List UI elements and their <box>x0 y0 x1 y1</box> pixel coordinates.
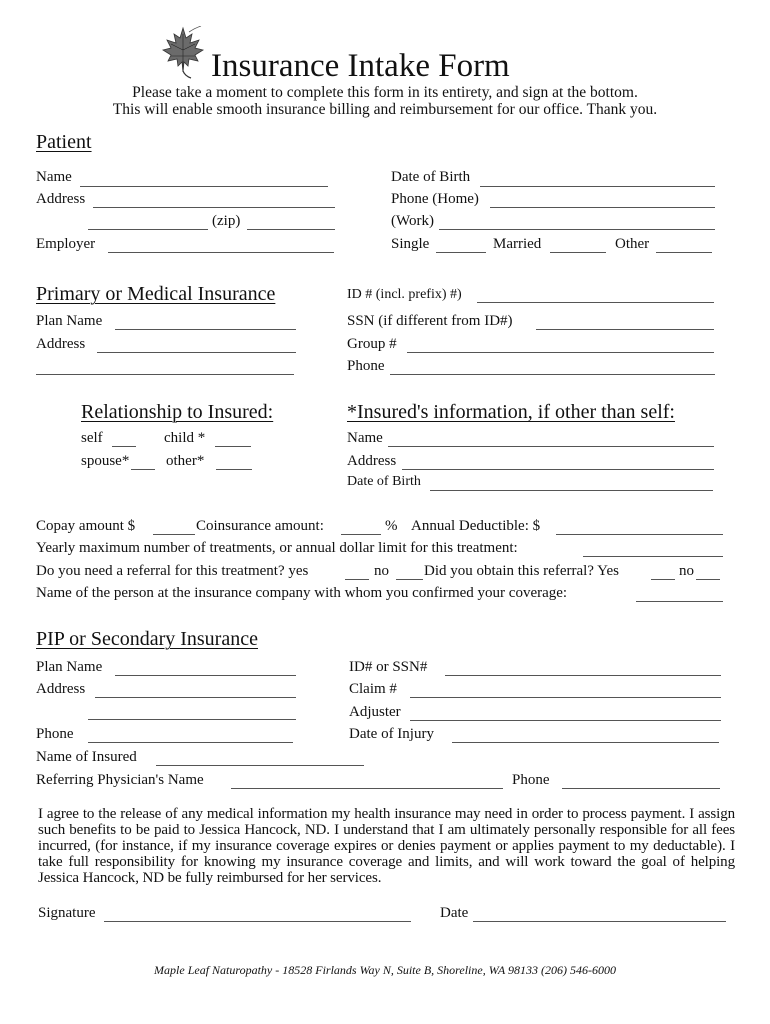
patient-employer-field[interactable] <box>108 252 334 253</box>
pip-plan-name-label: Plan Name <box>36 659 103 675</box>
signature-field[interactable] <box>104 921 411 922</box>
referring-physician-field[interactable] <box>231 788 503 789</box>
insured-address-label: Address <box>347 453 397 469</box>
patient-dob-field[interactable] <box>480 186 715 187</box>
pip-id-ssn-label: ID# or SSN# <box>349 659 428 675</box>
pip-name-insured-label: Name of Insured <box>36 749 137 765</box>
patient-other-field[interactable] <box>656 252 712 253</box>
primary-group-field[interactable] <box>407 352 714 353</box>
pip-phone-label: Phone <box>36 726 74 742</box>
deductible-label: Annual Deductible: $ <box>411 518 541 534</box>
patient-work-field[interactable] <box>439 229 715 230</box>
pip-phone-field[interactable] <box>88 742 293 743</box>
primary-plan-name-label: Plan Name <box>36 313 103 329</box>
primary-group-label: Group # <box>347 336 397 352</box>
primary-address-field[interactable] <box>97 352 296 353</box>
obtained-yes-field[interactable] <box>651 579 675 580</box>
patient-address-line2-field[interactable] <box>88 229 208 230</box>
primary-ssn-label: SSN (if different from ID#) <box>347 313 513 329</box>
patient-address-label: Address <box>36 191 86 207</box>
relationship-self-field[interactable] <box>112 446 136 447</box>
relationship-other-label: other* <box>166 453 205 469</box>
relationship-spouse-field[interactable] <box>131 469 155 470</box>
signature-date-label: Date <box>440 905 469 921</box>
insured-name-field[interactable] <box>388 446 714 447</box>
copay-field[interactable] <box>153 534 195 535</box>
coinsurance-percent: % <box>385 518 398 534</box>
obtained-no-field[interactable] <box>696 579 720 580</box>
pip-id-ssn-field[interactable] <box>445 675 721 676</box>
patient-single-label: Single <box>391 236 430 252</box>
relationship-spouse-label: spouse* <box>81 453 130 469</box>
patient-phone-home-field[interactable] <box>490 207 715 208</box>
pip-claim-label: Claim # <box>349 681 397 697</box>
insured-name-label: Name <box>347 430 383 446</box>
patient-zip-field[interactable] <box>247 229 335 230</box>
referral-question-label: Do you need a referral for this treatment? yes <box>36 563 309 579</box>
patient-dob-label: Date of Birth <box>391 169 471 185</box>
patient-name-field[interactable] <box>80 186 328 187</box>
pip-adjuster-label: Adjuster <box>349 704 401 720</box>
pip-date-injury-field[interactable] <box>452 742 719 743</box>
referral-no-field[interactable] <box>396 579 423 580</box>
maple-leaf-logo-icon <box>161 26 205 80</box>
referring-physician-label: Referring Physician's Name <box>36 772 204 788</box>
primary-insurance-heading: Primary or Medical Insurance <box>36 283 276 305</box>
pip-address-line2-field[interactable] <box>88 719 296 720</box>
primary-address-label: Address <box>36 336 86 352</box>
referring-phone-label: Phone <box>512 772 550 788</box>
pip-address-field[interactable] <box>95 697 296 698</box>
patient-employer-label: Employer <box>36 236 96 252</box>
coinsurance-label: Coinsurance amount: <box>196 518 324 534</box>
patient-phone-home-label: Phone (Home) <box>391 191 479 207</box>
referral-yes-field[interactable] <box>345 579 369 580</box>
copay-label: Copay amount $ <box>36 518 136 534</box>
obtained-no-label: no <box>679 563 694 579</box>
patient-heading: Patient <box>36 131 92 153</box>
referring-phone-field[interactable] <box>562 788 720 789</box>
patient-zip-label: (zip) <box>212 213 241 229</box>
agreement-paragraph: I agree to the release of any medical information my health insurance may need in order to process payment. I assign such benefits to be paid to Jessica Hancock, ND. I understand that I am ultimately personally responsible for all fees incurred, (for instance, if my insurance coverage expires or denies payment or applies payment to my deductable). I take full responsibility for knowing my insurance coverage and limits, and will work toward the goal of helping Jessica Hancock, ND be fully reimbursed for her services. <box>38 806 735 886</box>
pip-plan-name-field[interactable] <box>115 675 296 676</box>
primary-ssn-field[interactable] <box>536 329 714 330</box>
patient-other-label: Other <box>615 236 650 252</box>
relationship-other-field[interactable] <box>216 469 252 470</box>
primary-plan-name-field[interactable] <box>115 329 296 330</box>
signature-label: Signature <box>38 905 96 921</box>
patient-work-label: (Work) <box>391 213 434 229</box>
confirmed-coverage-field[interactable] <box>636 601 723 602</box>
primary-phone-label: Phone <box>347 358 385 374</box>
relationship-heading: Relationship to Insured: <box>81 401 274 423</box>
primary-id-field[interactable] <box>477 302 714 303</box>
primary-id-label: ID # (incl. prefix) #) <box>347 287 462 302</box>
primary-address-line2-field[interactable] <box>36 374 294 375</box>
pip-address-label: Address <box>36 681 86 697</box>
insured-dob-field[interactable] <box>430 490 713 491</box>
relationship-child-field[interactable] <box>215 446 251 447</box>
insured-info-heading: *Insured's information, if other than self: <box>347 401 675 423</box>
form-subtitle-2: This will enable smooth insurance billing and reimbursement for our office. Thank you. <box>112 101 658 118</box>
referral-obtained-label: Did you obtain this referral? Yes <box>424 563 619 579</box>
form-title: Insurance Intake Form <box>211 48 510 84</box>
patient-address-field[interactable] <box>93 207 335 208</box>
pip-date-injury-label: Date of Injury <box>349 726 434 742</box>
relationship-child-label: child * <box>164 430 206 446</box>
insured-dob-label: Date of Birth <box>347 474 421 489</box>
pip-insurance-heading: PIP or Secondary Insurance <box>36 628 258 650</box>
pip-name-insured-field[interactable] <box>156 765 364 766</box>
insured-address-field[interactable] <box>402 469 714 470</box>
primary-phone-field[interactable] <box>390 374 715 375</box>
deductible-field[interactable] <box>556 534 723 535</box>
patient-married-field[interactable] <box>550 252 606 253</box>
yearly-max-label: Yearly maximum number of treatments, or annual dollar limit for this treatment: <box>36 540 518 556</box>
footer-address: Maple Leaf Naturopathy - 18528 Firlands Way N, Suite B, Shoreline, WA 98133 (206) 546-6000 <box>154 963 616 977</box>
pip-claim-field[interactable] <box>410 697 721 698</box>
patient-single-field[interactable] <box>436 252 486 253</box>
patient-married-label: Married <box>493 236 542 252</box>
form-subtitle-1: Please take a moment to complete this form in its entirety, and sign at the bottom. <box>132 84 638 101</box>
signature-date-field[interactable] <box>473 921 726 922</box>
confirmed-coverage-label: Name of the person at the insurance company with whom you confirmed your coverage: <box>36 585 568 601</box>
referral-no-label: no <box>374 563 389 579</box>
coinsurance-field[interactable] <box>341 534 381 535</box>
patient-name-label: Name <box>36 169 72 185</box>
relationship-self-label: self <box>81 430 103 446</box>
yearly-max-field[interactable] <box>583 556 723 557</box>
pip-adjuster-field[interactable] <box>410 720 721 721</box>
